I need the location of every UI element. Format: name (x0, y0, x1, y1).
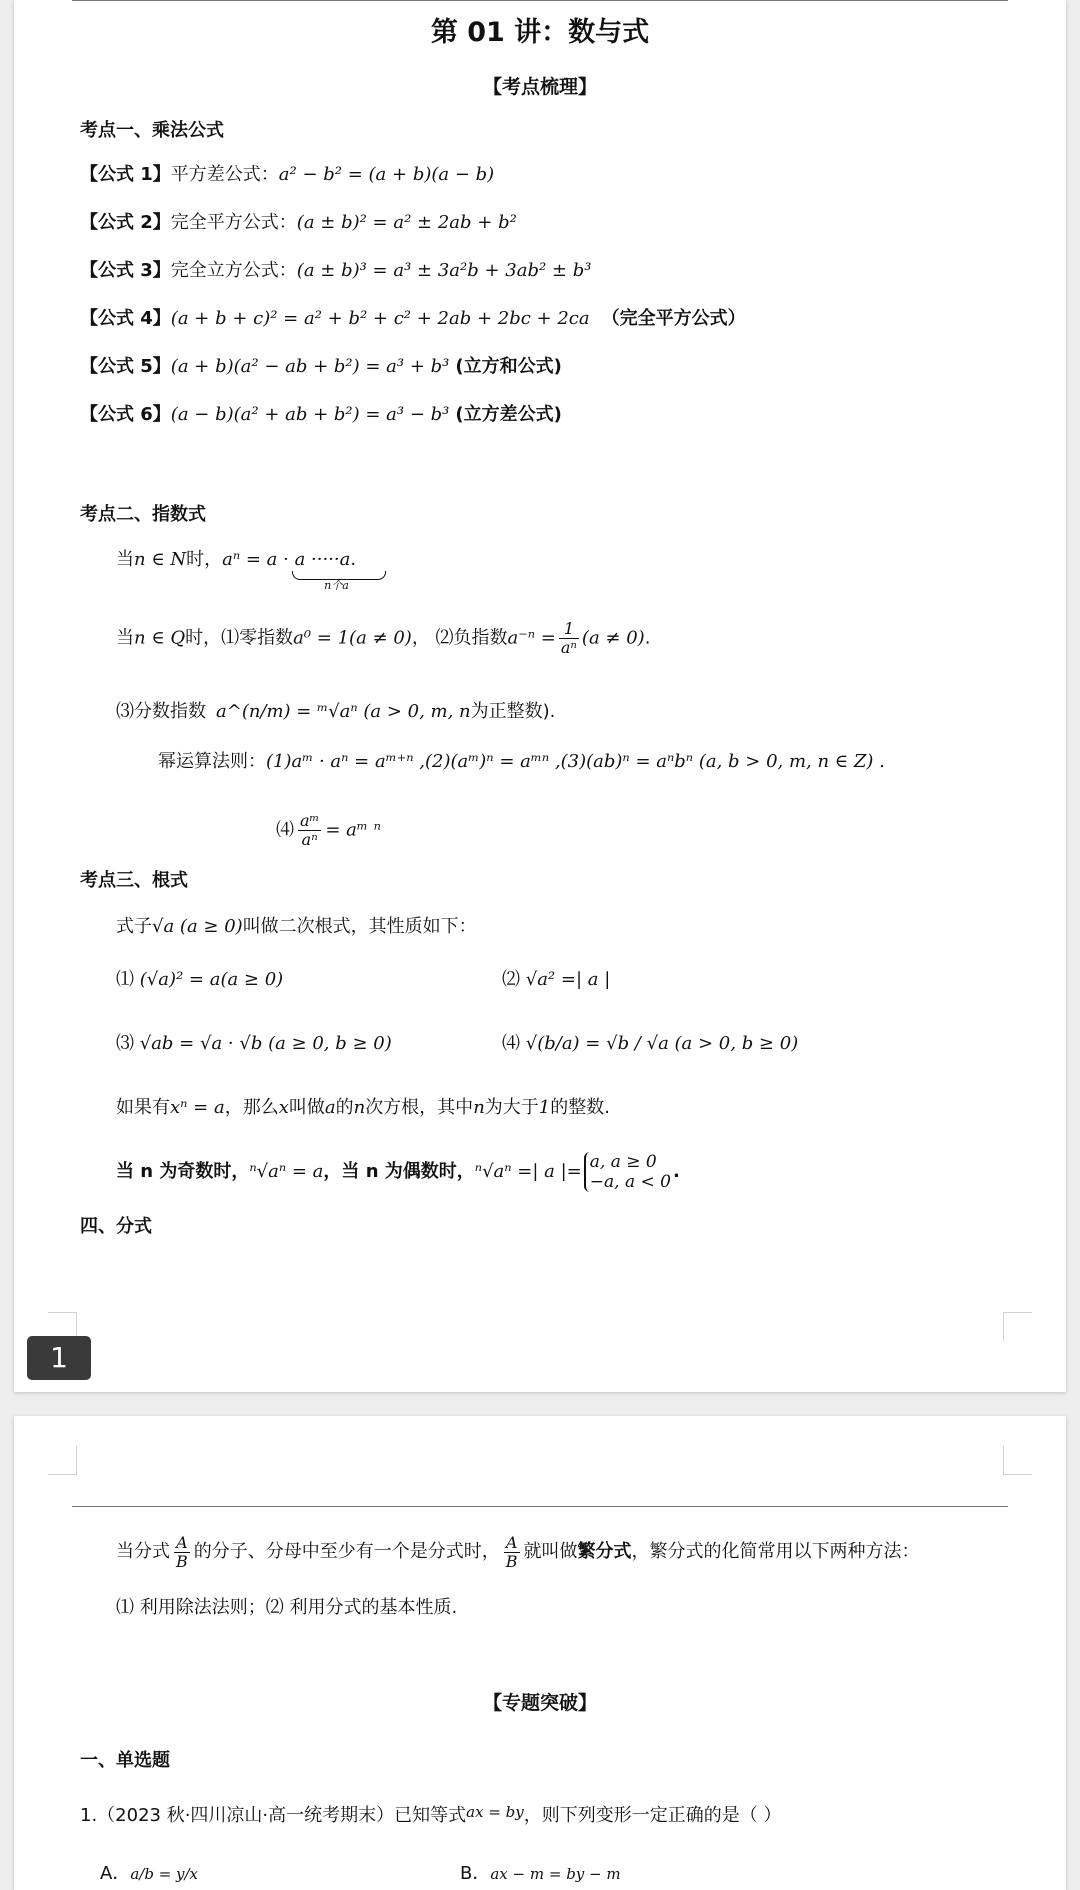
math: n (353, 1097, 366, 1118)
text: 次方根，其中 (365, 1097, 474, 1118)
math: (1)aᵐ · aⁿ = aᵐ⁺ⁿ ,(2)(aᵐ)ⁿ = aᵐⁿ ,(3)(ab)ⁿ = aⁿbⁿ (a, b > 0, m, n ∈ Z) . (266, 751, 885, 772)
power-rule-4 (276, 812, 381, 849)
text: 叫做 (288, 1097, 325, 1118)
product-math (222, 549, 351, 592)
text: 当 (116, 627, 134, 649)
bold-term: 繁分式 (577, 1541, 632, 1562)
case-2: −a, a < 0 (589, 1172, 671, 1192)
header-rule (72, 0, 1008, 1)
numerator: 1 (559, 620, 579, 639)
math: a⁰ = 1(a ≠ 0) (293, 627, 412, 649)
formula-6-math: (a − b)(a² + ab + b²) = a³ − b³ (170, 404, 450, 425)
radical-property-4 (502, 1032, 798, 1056)
text: . (672, 1161, 680, 1182)
formula-4 (80, 307, 746, 331)
piecewise-cases (584, 1152, 671, 1192)
formula-5-label: 【公式 5】 (80, 356, 171, 377)
text: ⑴ (116, 969, 134, 990)
crop-mark-top-left (48, 1446, 77, 1475)
formula-2-math: (a ± b)² = a² ± 2ab + b² (296, 212, 517, 233)
denominator: aⁿ (301, 830, 318, 849)
formula-3-label: 【公式 3】 (80, 260, 171, 281)
denominator: B (505, 1551, 518, 1571)
math: (a ≠ 0) (581, 627, 645, 649)
section-heading-practice: 【专题突破】 (482, 1692, 597, 1714)
text: ⑵ (502, 969, 520, 990)
text: 时， (186, 549, 223, 570)
formula-1-text: 平方差公式： (170, 164, 279, 185)
denominator: aⁿ (560, 638, 577, 657)
math: a⁻ⁿ = (507, 627, 556, 649)
formula-6-label: 【公式 6】 (80, 404, 171, 425)
fraction (559, 620, 579, 657)
fraction (504, 1534, 520, 1571)
text: 幂运算法则： (158, 751, 266, 772)
nth-root-cases (116, 1152, 680, 1192)
text: 的 (335, 1097, 354, 1118)
math: (√a)² = a(a ≥ 0) (139, 969, 284, 990)
math: a/b = y/x (130, 1865, 199, 1883)
case-1: a, a ≥ 0 (589, 1152, 657, 1172)
math: ax = by (466, 1803, 524, 1821)
simplification-methods: ⑴ 利用除法法则；⑵ 利用分式的基本性质. (116, 1597, 458, 1618)
text: . (350, 549, 357, 570)
power-rules (158, 750, 885, 774)
math: √a (a ≥ 0) (152, 916, 243, 937)
formula-3 (80, 259, 591, 283)
section-heading-review: 【考点梳理】 (482, 76, 597, 98)
text: ，繁分式的化简常用以下两种方法： (631, 1541, 920, 1562)
option-a[interactable] (100, 1862, 198, 1886)
text: 就叫做 (523, 1541, 578, 1562)
text: ，那么 (224, 1097, 279, 1118)
formula-1-label: 【公式 1】 (80, 164, 171, 185)
text: 的分子、分母中至少有一个是分式时， (193, 1541, 500, 1562)
numerator: A (504, 1534, 520, 1553)
math: √a² =| a | (525, 969, 611, 990)
complex-fraction-definition (116, 1532, 920, 1572)
formula-5 (80, 355, 562, 379)
formula-5-note: (立方和公式) (455, 356, 562, 377)
math: = aᵐ ⁿ (325, 819, 381, 841)
math: n ∈ N (134, 549, 187, 570)
text: 当 (116, 549, 134, 570)
math: n (473, 1097, 485, 1118)
question-1 (80, 1800, 781, 1828)
text: 叫做二次根式，其性质如下： (242, 916, 477, 937)
page-title: 第 01 讲：数与式 (430, 17, 650, 48)
document-page-2 (14, 1416, 1066, 1890)
header-rule (72, 1506, 1008, 1507)
page-number-badge: 1 (27, 1336, 91, 1380)
option-label: B． (460, 1863, 491, 1884)
formula-2 (80, 211, 517, 235)
text: ⑷ (502, 1033, 520, 1054)
fraction (174, 1534, 190, 1571)
math: aⁿ = a · a ·····a (222, 549, 351, 570)
math: xⁿ = a (170, 1097, 225, 1118)
radical-property-2 (502, 968, 610, 992)
text: ，当 n 为偶数时， (323, 1161, 475, 1182)
math: ax − m = by − m (490, 1865, 621, 1883)
section-title-1: 考点一、乘法公式 (80, 120, 224, 141)
text: ，则下列变形一定正确的是（ ） (523, 1805, 782, 1826)
formula-2-label: 【公式 2】 (80, 212, 171, 233)
math: a (324, 1097, 336, 1118)
radical-intro (116, 915, 477, 939)
numerator: A (174, 1534, 190, 1553)
section-title-3: 考点三、根式 (80, 870, 188, 891)
document-page-1 (14, 0, 1066, 1392)
formula-6 (80, 403, 562, 427)
radical-property-3 (116, 1032, 392, 1056)
formula-4-label: 【公式 4】 (80, 308, 171, 329)
option-b[interactable] (460, 1862, 621, 1886)
math: √ab = √a · √b (a ≥ 0, b ≥ 0) (139, 1033, 392, 1054)
math: ⁿ√aⁿ =| a |= (474, 1161, 582, 1182)
denominator: B (176, 1551, 188, 1571)
formula-6-note: (立方差公式) (455, 404, 562, 425)
radical-property-1 (116, 968, 283, 992)
section-title-2: 考点二、指数式 (80, 504, 206, 525)
exponent-line-1 (116, 548, 357, 592)
text: 时，⑴零指数 (185, 627, 294, 649)
text: 当 n 为奇数时， (116, 1161, 250, 1182)
fraction (298, 812, 321, 849)
formula-3-math: (a ± b)³ = a³ ± 3a²b + 3ab² ± b³ (296, 260, 592, 281)
exponent-line-3 (116, 700, 555, 724)
text: 如果有 (116, 1097, 170, 1118)
nth-root-definition (116, 1096, 610, 1120)
text: 为正整数). (470, 701, 556, 722)
text: ， ⑵负指数 (411, 627, 508, 649)
text: ⑶分数指数 (116, 701, 206, 722)
text: 1.（2023 秋·四川凉山·高一统考期末）已知等式 (80, 1805, 467, 1826)
text: 为大于 (484, 1097, 539, 1118)
math: x (278, 1097, 289, 1118)
formula-3-text: 完全立方公式： (170, 260, 297, 281)
formula-1-math: a² − b² = (a + b)(a − b) (278, 164, 495, 185)
crop-mark-bottom-right (1003, 1312, 1032, 1341)
formula-1 (80, 163, 494, 187)
formula-4-note: （完全平方公式） (601, 308, 746, 329)
text: 式子 (116, 916, 152, 937)
text: ⑷ (276, 819, 294, 841)
math: a^(n/m) = ᵐ√aⁿ (a > 0, m, n (216, 701, 471, 722)
text: ⑶ (116, 1033, 134, 1054)
section-title-single-choice: 一、单选题 (80, 1750, 170, 1771)
text: 的整数. (550, 1097, 610, 1118)
math: √(b/a) = √b / √a (a > 0, b ≥ 0) (525, 1033, 799, 1054)
section-title-4: 四、分式 (80, 1216, 152, 1237)
math: n ∈ Q (134, 627, 186, 649)
math: 1 (538, 1097, 551, 1118)
exponent-line-2 (116, 620, 650, 657)
option-label: A． (100, 1863, 131, 1884)
formula-2-text: 完全平方公式： (170, 212, 297, 233)
formula-4-math: (a + b + c)² = a² + b² + c² + 2ab + 2bc + 2ca (170, 308, 590, 329)
crop-mark-top-right (1003, 1446, 1032, 1475)
formula-5-math: (a + b)(a² − ab + b²) = a³ + b³ (170, 356, 450, 377)
math: ⁿ√aⁿ = a (249, 1161, 324, 1182)
underbrace-label: n个a (324, 579, 349, 592)
text: . (644, 627, 651, 649)
numerator: aᵐ (300, 811, 320, 830)
text: 当分式 (116, 1541, 170, 1562)
